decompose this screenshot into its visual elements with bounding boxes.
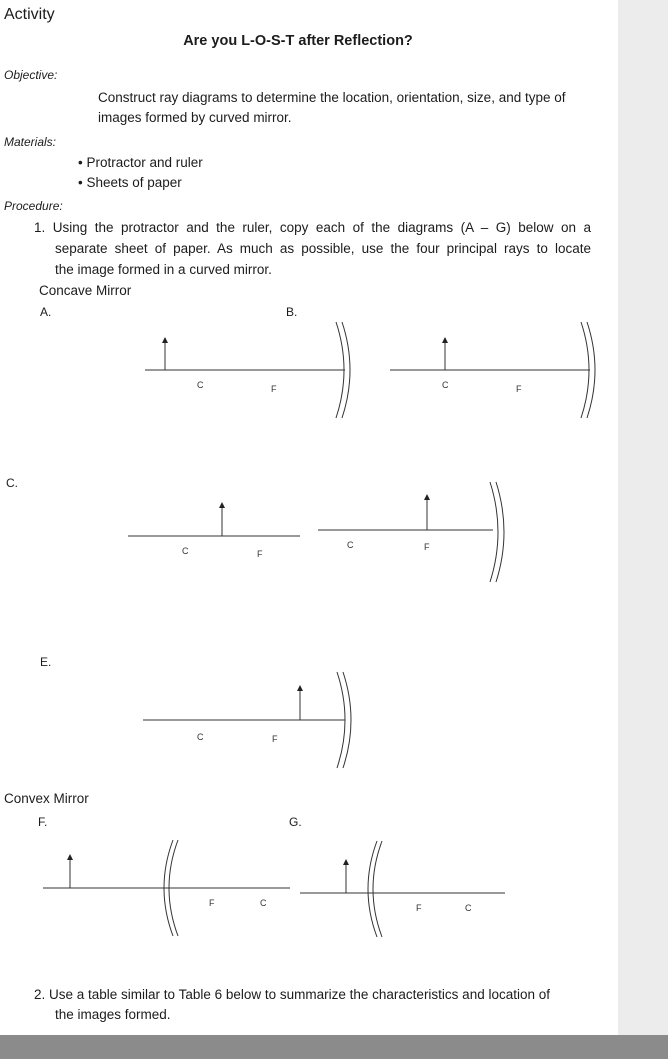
point-c-label: C <box>182 546 189 556</box>
convex-mirror-shape <box>368 841 382 937</box>
diagram-label-e: E. <box>40 655 52 669</box>
point-c-label: C <box>197 380 204 390</box>
diagram-d <box>318 482 504 582</box>
point-f-label: F <box>516 384 522 394</box>
materials-label: Materials: <box>4 135 57 149</box>
page-title: Are you L-O-S-T after Reflection? <box>183 33 413 49</box>
procedure-step-2-line-1: 2. Use a table similar to Table 6 below to summarize the characteristics and location of <box>34 987 550 1002</box>
point-f-label: F <box>416 903 422 913</box>
objective-label: Objective: <box>4 68 58 82</box>
point-c-label: C <box>465 903 472 913</box>
objective-line-2: images formed by curved mirror. <box>98 110 292 125</box>
point-c-label: C <box>347 540 354 550</box>
diagram-label-g: G. <box>289 815 302 829</box>
diagram-e <box>143 672 351 768</box>
procedure-step-2-line-2: the images formed. <box>55 1007 171 1022</box>
point-f-label: F <box>272 734 278 744</box>
diagram-b <box>390 322 595 418</box>
point-c-label: C <box>260 898 267 908</box>
point-f-label: F <box>209 898 215 908</box>
concave-mirror-shape <box>490 482 504 582</box>
procedure-step-1-line-1: 1. Using the protractor and the ruler, copy each of the diagrams (A – G) below on a <box>34 220 591 235</box>
procedure-step-1-line-2: separate sheet of paper. As much as possible, use the four principal rays to locate <box>55 241 591 256</box>
concave-mirror-heading: Concave Mirror <box>39 283 132 298</box>
diagram-g <box>300 841 505 937</box>
materials-item: • Protractor and ruler <box>78 155 203 170</box>
point-c-label: C <box>442 380 449 390</box>
point-c-label: C <box>197 732 204 742</box>
diagram-label-f: F. <box>38 815 48 829</box>
point-f-label: F <box>257 549 263 559</box>
procedure-step-1-line-3: the image formed in a curved mirror. <box>55 262 272 277</box>
convex-mirror-heading: Convex Mirror <box>4 791 89 806</box>
diagram-label-c: C. <box>6 476 18 490</box>
point-f-label: F <box>424 542 430 552</box>
diagram-f <box>43 840 290 936</box>
activity-heading: Activity <box>4 6 55 23</box>
diagram-a <box>145 322 350 418</box>
diagram-c <box>128 505 300 536</box>
materials-item: • Sheets of paper <box>78 175 182 190</box>
procedure-label: Procedure: <box>4 199 63 213</box>
objective-line-1: Construct ray diagrams to determine the location, orientation, size, and type of <box>98 90 566 105</box>
diagram-label-a: A. <box>40 305 52 319</box>
diagram-label-b: B. <box>286 305 298 319</box>
point-f-label: F <box>271 384 277 394</box>
